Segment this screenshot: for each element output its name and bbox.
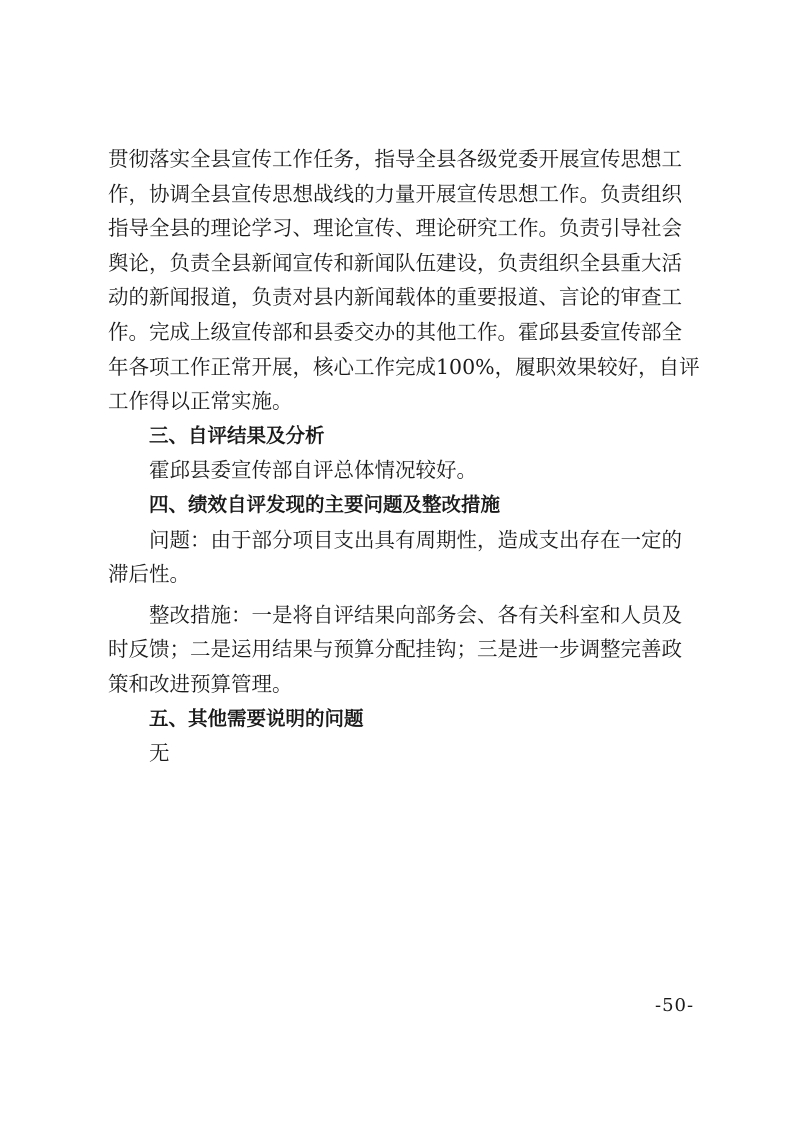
document-body [108,142,700,771]
text-line: 整改措施：一是将自评结果向部务会、各有关科室和人员及 [149,602,682,627]
text-line: 滞后性。 [108,562,190,587]
text-line: 动的新闻报道，负责对县内新闻载体的重要报道、言论的审查工 [108,285,682,310]
text-line: 年各项工作正常开展，核心工作完成100%，履职效果较好，自评 [108,354,700,379]
section-3-body [108,453,696,488]
text-line: 舆论，负责全县新闻宣传和新闻队伍建设，负责组织全县重大活 [108,250,682,275]
text-line: 作，协调全县宣传思想战线的力量开展宣传思想工作。负责组织 [108,181,682,206]
text-line: 指导全县的理论学习、理论宣传、理论研究工作。负责引导社会 [108,216,682,241]
text-line: 问题：由于部分项目支出具有周期性，造成支出存在一定的 [149,527,682,552]
section-4-heading: 四、绩效自评发现的主要问题及整改措施 [149,492,501,516]
page-number: -50- [655,995,695,1016]
text-line: 策和改进预算管理。 [108,671,293,696]
text-line: 时反馈；二是运用结果与预算分配挂钩；三是进一步调整完善政 [108,637,682,662]
measures-paragraph [108,598,696,702]
section-5-body [108,736,696,771]
problem-paragraph [108,523,696,592]
text-line: 霍邱县委宣传部自评总体情况较好。 [149,458,477,483]
text-line: 工作得以正常实施。 [108,389,293,414]
section-5-heading: 五、其他需要说明的问题 [149,706,364,730]
section-3-heading: 三、自评结果及分析 [149,423,325,447]
text-line: 无 [149,741,170,766]
text-line: 贯彻落实全县宣传工作任务，指导全县各级党委开展宣传思想工 [108,147,682,171]
text-line: 作。完成上级宣传部和县委交办的其他工作。霍邱县委宣传部全 [108,319,682,344]
intro-paragraph [108,142,700,419]
